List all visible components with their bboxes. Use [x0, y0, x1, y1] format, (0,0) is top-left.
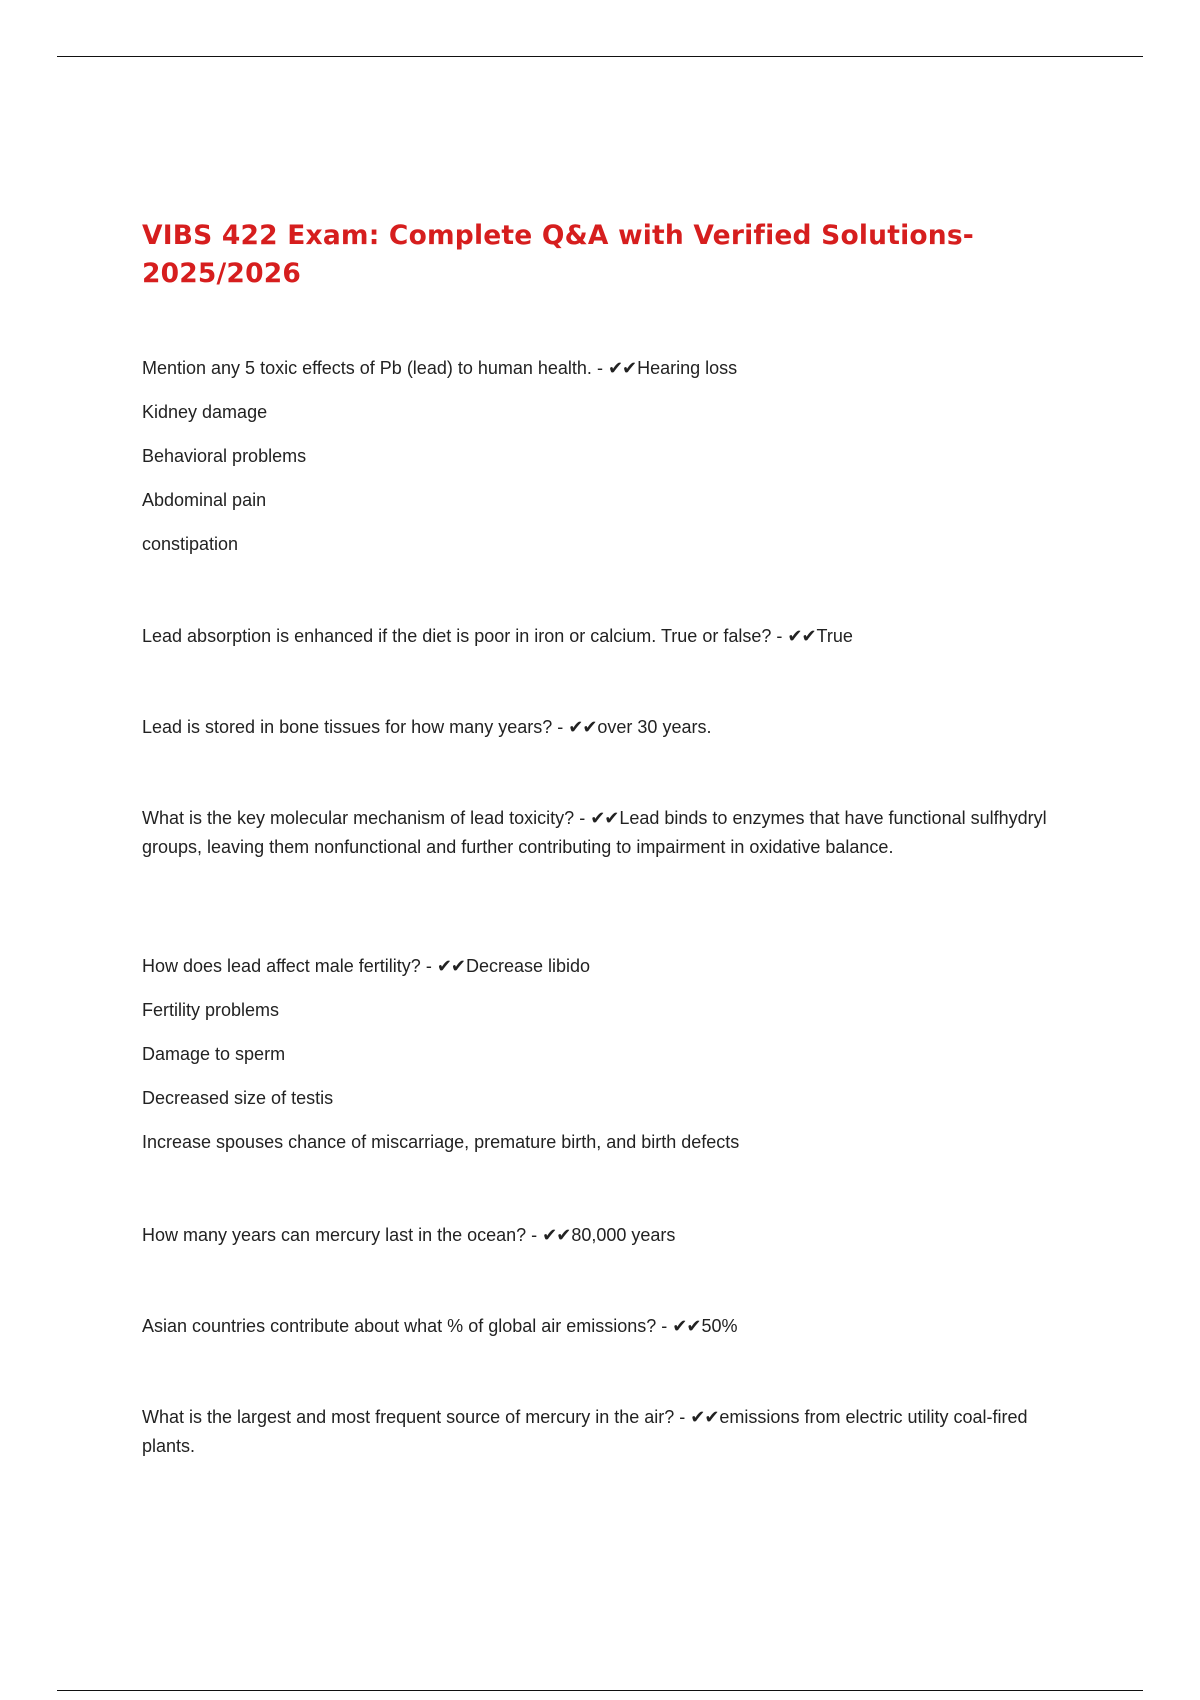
qa-item-5 — [142, 952, 1072, 981]
double-check-icon: ✔✔ — [542, 1225, 571, 1245]
qa-item-4 — [142, 804, 1072, 862]
qa-item-8 — [142, 1403, 1072, 1461]
answer-text: 50% — [701, 1316, 738, 1336]
double-check-icon: ✔✔ — [787, 626, 816, 646]
answer-text: emissions from electric utility coal-fired plants. — [142, 1407, 1028, 1456]
answer-line: Abdominal pain — [142, 490, 267, 510]
answer-text: Decrease libido — [465, 956, 591, 976]
question-text: How many years can mercury last in the ocean? — [142, 1225, 527, 1245]
question-text: Lead is stored in bone tissues for how many years? — [142, 717, 553, 737]
qa-item-1 — [142, 354, 1072, 383]
bottom-rule — [57, 1690, 1143, 1691]
double-check-icon: ✔✔ — [607, 358, 637, 378]
answer-line: Damage to sperm — [142, 1044, 286, 1064]
qa-item-3 — [142, 713, 1072, 742]
separator: - — [674, 1407, 691, 1427]
answer-text: 80,000 years — [571, 1225, 676, 1245]
separator: - — [591, 358, 608, 378]
answer-line: Kidney damage — [142, 402, 268, 422]
question-text: Asian countries contribute about what % of global air emissions? — [142, 1316, 657, 1336]
qa-item-2 — [142, 622, 1072, 651]
question-text: What is the largest and most frequent source of mercury in the air? — [142, 1407, 675, 1427]
answer-line: Decreased size of testis — [142, 1088, 334, 1108]
qa-item-6 — [142, 1221, 1072, 1250]
answer-text: Hearing loss — [637, 358, 738, 378]
separator: - — [574, 808, 591, 828]
qa-item-7 — [142, 1312, 1072, 1341]
separator: - — [656, 1316, 673, 1336]
separator: - — [771, 626, 788, 646]
answer-text: over 30 years. — [597, 717, 712, 737]
separator: - — [552, 717, 569, 737]
separator: - — [420, 956, 437, 976]
double-check-icon: ✔✔ — [568, 717, 597, 737]
separator: - — [526, 1225, 543, 1245]
answer-text: True — [816, 626, 853, 646]
top-rule — [57, 56, 1143, 57]
answer-line: Behavioral problems — [142, 446, 307, 466]
question-text: How does lead affect male fertility? — [142, 956, 421, 976]
answer-line: Increase spouses chance of miscarriage, premature birth, and birth defects — [142, 1132, 740, 1152]
answer-line: Fertility problems — [142, 1000, 280, 1020]
question-text: What is the key molecular mechanism of lead toxicity? — [142, 808, 575, 828]
question-text: Mention any 5 toxic effects of Pb (lead) to human health. — [142, 358, 592, 378]
document-title: VIBS 422 Exam: Complete Q&A with Verified Solutions-2025/2026 — [142, 220, 974, 289]
double-check-icon: ✔✔ — [590, 808, 619, 828]
answer-text: Lead binds to enzymes that have functional sulfhydryl groups, leaving them nonfunctional and further contributing to impairment in oxidative balance. — [142, 808, 1047, 857]
double-check-icon: ✔✔ — [436, 956, 465, 976]
double-check-icon: ✔✔ — [690, 1407, 719, 1427]
question-text: Lead absorption is enhanced if the diet is poor in iron or calcium. True or false? — [142, 626, 772, 646]
double-check-icon: ✔✔ — [672, 1316, 701, 1336]
answer-line: constipation — [142, 534, 239, 554]
